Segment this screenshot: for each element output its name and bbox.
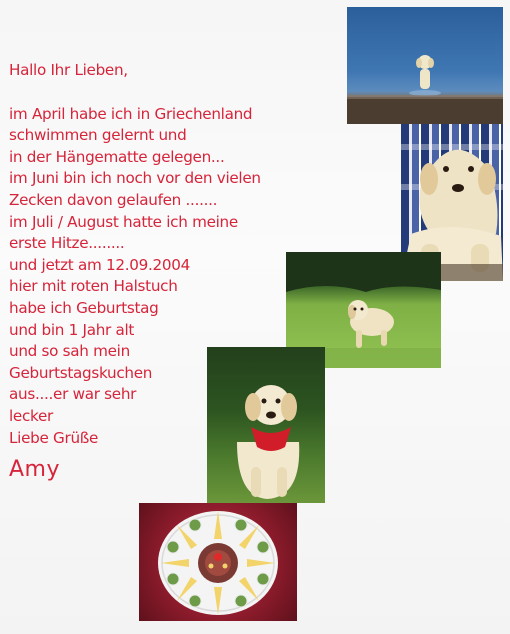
letter-line: Zecken davon gelaufen .......: [9, 190, 218, 209]
dog-in-lake-drawing: [347, 7, 503, 124]
letter-line: habe ich Geburtstag: [9, 298, 159, 317]
letter-line: im Juni bin ich noch vor den vielen: [9, 169, 261, 188]
signature: Amy: [9, 457, 60, 483]
photo-dog-in-lake: [347, 7, 503, 124]
letter-line: und bin 1 Jahr alt: [9, 320, 135, 339]
letter-line: im April habe ich in Griechenland: [9, 104, 253, 123]
letter-line: in der Hängematte gelegen...: [9, 147, 225, 166]
letter-line: lecker: [9, 406, 53, 425]
letter-line: Liebe Grüße: [9, 428, 99, 447]
photo-birthday-cake: [139, 503, 297, 621]
letter-line: schwimmen gelernt und: [9, 126, 187, 145]
greeting: Hallo Ihr Lieben,: [9, 61, 128, 79]
dog-red-scarf-drawing: [207, 347, 325, 503]
birthday-cake-drawing: [139, 503, 297, 621]
letter-line: Geburtstagskuchen: [9, 363, 153, 382]
letter-line: aus....er war sehr: [9, 385, 137, 404]
letter-line: und so sah mein: [9, 342, 130, 361]
letter-line: erste Hitze........: [9, 234, 125, 253]
letter-line: im Juli / August hatte ich meine: [9, 212, 238, 231]
photo-dog-red-scarf: [207, 347, 325, 503]
letter-line: hier mit roten Halstuch: [9, 277, 178, 296]
letter-line: und jetzt am 12.09.2004: [9, 255, 190, 274]
